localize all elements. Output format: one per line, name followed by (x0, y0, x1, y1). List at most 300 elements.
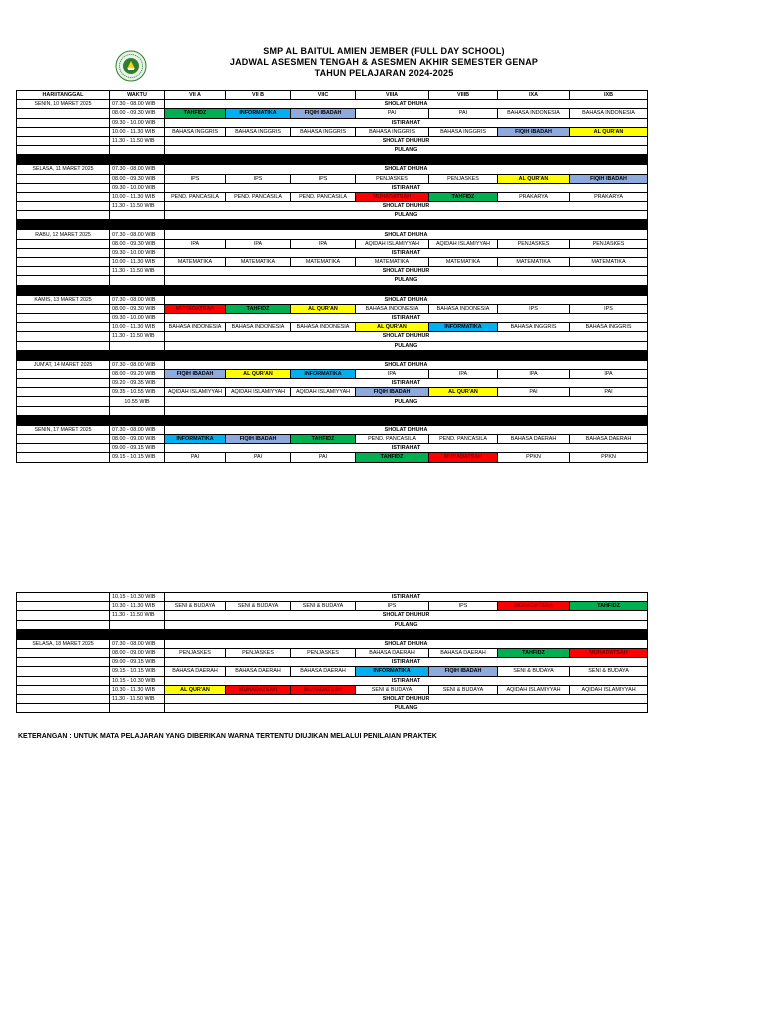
day-cell: KAMIS, 13 MARET 2025 (17, 295, 110, 304)
subject-cell: BAHASA DAERAH (356, 648, 429, 657)
day-cell: SENIN, 10 MARET 2025 (17, 100, 110, 109)
subject-cell: MATEMATIKA (165, 258, 226, 267)
table-row (17, 444, 648, 453)
subject-cell: PENJASKES (498, 239, 570, 248)
table-row (17, 388, 648, 397)
time-cell: 10.15 - 10.30 WIB (110, 676, 165, 685)
time-cell: 11.30 - 11.50 WIB (110, 267, 165, 276)
subject-cell: IPS (291, 174, 356, 183)
time-cell: 11.30 - 11.50 WIB (110, 694, 165, 703)
subject-cell: AL QUR'AN (570, 127, 648, 136)
subject-cell: SENI & BUDAYA (165, 602, 226, 611)
day-cell (17, 192, 110, 201)
day-cell (17, 202, 110, 211)
table-row (17, 267, 648, 276)
subject-cell: FIQIH IBADAH (165, 369, 226, 378)
subject-cell: PENJASKES (165, 648, 226, 657)
time-cell: 09.00 - 09.15 WIB (110, 444, 165, 453)
day-cell (17, 109, 110, 118)
empty-cell (165, 406, 648, 415)
subject-cell: BAHASA INGGRIS (165, 127, 226, 136)
time-cell (110, 620, 165, 629)
subject-cell: BAHASA INGGRIS (291, 127, 356, 136)
subject-cell: IPA (356, 369, 429, 378)
time-cell (110, 704, 165, 713)
subject-cell: PAI (291, 453, 356, 462)
activity-cell: SHOLAT DHUHUR (165, 136, 648, 145)
subject-cell: BAHASA INDONESIA (429, 304, 498, 313)
subject-cell: MATEMATIKA (429, 258, 498, 267)
activity-cell: ISTIRAHAT (165, 593, 648, 602)
separator-bar (17, 220, 648, 230)
time-cell: 07.30 - 08.00 WIB (110, 639, 165, 648)
day-separator (17, 155, 648, 165)
table-row (17, 620, 648, 629)
subject-cell: IPS (498, 304, 570, 313)
day-cell: SELASA, 11 MARET 2025 (17, 165, 110, 174)
subject-cell: MUHADATSAH (165, 304, 226, 313)
table-row (17, 183, 648, 192)
table-row (17, 676, 648, 685)
subject-cell: AQIDAH ISLAMIYYAH (498, 685, 570, 694)
activity-cell: SHOLAT DHUHUR (165, 611, 648, 620)
time-cell: 08.00 - 09.00 WIB (110, 435, 165, 444)
time-cell (110, 406, 165, 415)
subject-cell: PRAKARYA (498, 192, 570, 201)
day-separator (17, 285, 648, 295)
table-row (17, 658, 648, 667)
subject-cell: BAHASA INGGRIS (356, 127, 429, 136)
subject-cell: PAI (570, 388, 648, 397)
table-row (17, 425, 648, 434)
day-cell (17, 704, 110, 713)
subject-cell: PRAKARYA (570, 192, 648, 201)
subject-cell: BAHASA INGGRIS (498, 323, 570, 332)
separator-bar (17, 629, 648, 639)
time-cell: 09.30 - 10.00 WIB (110, 118, 165, 127)
table-row (17, 276, 648, 285)
academic-year: TAHUN PELAJARAN 2024-2025 (314, 68, 454, 78)
day-cell (17, 341, 110, 350)
subject-cell: PENJASKES (291, 648, 356, 657)
activity-cell: ISTIRAHAT (165, 248, 648, 257)
col-header-9b: IXB (570, 91, 648, 100)
time-cell (110, 341, 165, 350)
subject-cell: INFORMATIKA (356, 667, 429, 676)
table-row (17, 109, 648, 118)
table-row (17, 611, 648, 620)
activity-cell: ISTIRAHAT (165, 183, 648, 192)
subject-cell: AL QUR'AN (291, 304, 356, 313)
schedule-table-continued (16, 592, 648, 713)
subject-cell: MUHADATSAH (570, 648, 648, 657)
day-cell (17, 658, 110, 667)
subject-cell: MUHADATSAH (226, 685, 291, 694)
day-cell (17, 611, 110, 620)
subject-cell: BAHASA DAERAH (165, 667, 226, 676)
subject-cell: IPA (165, 239, 226, 248)
subject-cell: MATEMATIKA (226, 258, 291, 267)
day-cell (17, 248, 110, 257)
subject-cell: BAHASA INGGRIS (226, 127, 291, 136)
school-logo-icon (115, 50, 147, 82)
time-cell: 08.00 - 09.30 WIB (110, 239, 165, 248)
day-cell (17, 593, 110, 602)
table-row (17, 258, 648, 267)
time-cell: 09.20 - 09.35 WIB (110, 379, 165, 388)
day-cell (17, 406, 110, 415)
subject-cell: SENI & BUDAYA (570, 667, 648, 676)
subject-cell: BAHASA DAERAH (570, 435, 648, 444)
subject-cell: FIQIH IBADAH (570, 174, 648, 183)
table-row (17, 239, 648, 248)
table-row (17, 435, 648, 444)
day-cell (17, 667, 110, 676)
time-cell: 10.30 - 11.30 WIB (110, 602, 165, 611)
subject-cell: IPS (226, 174, 291, 183)
time-cell (110, 146, 165, 155)
subject-cell: IPS (165, 174, 226, 183)
table-row (17, 248, 648, 257)
time-cell: 08.00 - 09.20 WIB (110, 369, 165, 378)
table-row (17, 295, 648, 304)
subject-cell: AL QUR'AN (165, 685, 226, 694)
day-cell (17, 174, 110, 183)
day-cell: SELASA, 18 MARET 2025 (17, 639, 110, 648)
subject-cell: BAHASA INDONESIA (291, 323, 356, 332)
subject-cell: PAI (429, 109, 498, 118)
subject-cell: SENI & BUDAYA (356, 685, 429, 694)
table-row (17, 127, 648, 136)
subject-cell: IPS (429, 602, 498, 611)
table-row (17, 230, 648, 239)
subject-cell: AL QUR'AN (226, 369, 291, 378)
time-cell: 07.30 - 08.00 WIB (110, 360, 165, 369)
col-header-8a: VIIIA (356, 91, 429, 100)
activity-cell: SHOLAT DHUHA (165, 100, 648, 109)
subject-cell: PPKN (498, 453, 570, 462)
time-cell: 09.15 - 10.15 WIB (110, 453, 165, 462)
subject-cell: INFORMATIKA (429, 323, 498, 332)
subject-cell: TAHFIDZ (291, 435, 356, 444)
subject-cell: FIQIH IBADAH (429, 667, 498, 676)
day-cell (17, 397, 110, 406)
day-separator (17, 350, 648, 360)
subject-cell: AQIDAH ISLAMIYYAH (165, 388, 226, 397)
schedule-title: JADWAL ASESMEN TENGAH & ASESMEN AKHIR SEMESTER GENAP (229, 57, 539, 67)
time-cell: 10.00 - 11.30 WIB (110, 258, 165, 267)
activity-cell: PULANG (165, 211, 648, 220)
table-row (17, 667, 648, 676)
activity-cell: SHOLAT DHUHA (165, 425, 648, 434)
table-row (17, 453, 648, 462)
subject-cell: PPKN (570, 453, 648, 462)
col-header-7a: VII A (165, 91, 226, 100)
table-row (17, 406, 648, 415)
time-cell: 11.30 - 11.50 WIB (110, 332, 165, 341)
subject-cell: PEND. PANCASILA (165, 192, 226, 201)
time-cell: 09.00 - 09.15 WIB (110, 658, 165, 667)
day-cell (17, 313, 110, 322)
table-row (17, 360, 648, 369)
subject-cell: PEND. PANCASILA (291, 192, 356, 201)
col-header-9a: IXA (498, 91, 570, 100)
subject-cell: MUHADATSAH (291, 685, 356, 694)
table-header-row (17, 91, 648, 100)
subject-cell: INFORMATIKA (291, 369, 356, 378)
activity-cell: PULANG (165, 704, 648, 713)
day-cell: RABU, 12 MARET 2025 (17, 230, 110, 239)
subject-cell: IPA (226, 239, 291, 248)
time-cell: 07.30 - 08.00 WIB (110, 165, 165, 174)
subject-cell: AQIDAH ISLAMIYYAH (291, 388, 356, 397)
day-cell (17, 323, 110, 332)
day-cell (17, 127, 110, 136)
subject-cell: MATEMATIKA (291, 258, 356, 267)
time-cell: 11.30 - 11.50 WIB (110, 136, 165, 145)
activity-cell: SHOLAT DHUHA (165, 639, 648, 648)
subject-cell: FIQIH IBADAH (356, 388, 429, 397)
table-row (17, 704, 648, 713)
table-row (17, 369, 648, 378)
table-row (17, 211, 648, 220)
subject-cell: BAHASA INGGRIS (570, 323, 648, 332)
time-cell: 10.15 - 10.30 WIB (110, 593, 165, 602)
subject-cell: BAHASA DAERAH (291, 667, 356, 676)
subject-cell: IPA (429, 369, 498, 378)
day-cell (17, 332, 110, 341)
subject-cell: MUHADATSAH (498, 602, 570, 611)
subject-cell: PEND. PANCASILA (226, 192, 291, 201)
subject-cell: MATEMATIKA (498, 258, 570, 267)
subject-cell: BAHASA DAERAH (498, 435, 570, 444)
day-cell (17, 211, 110, 220)
activity-cell: PULANG (165, 146, 648, 155)
separator-bar (17, 155, 648, 165)
time-cell: 08.00 - 09.30 WIB (110, 109, 165, 118)
subject-cell: PENJASKES (226, 648, 291, 657)
time-cell: 09.35 - 10.55 WIB (110, 388, 165, 397)
time-cell: 09.15 - 10.15 WIB (110, 667, 165, 676)
subject-cell: PENJASKES (356, 174, 429, 183)
activity-cell: ISTIRAHAT (165, 444, 648, 453)
table-row (17, 648, 648, 657)
day-cell: JUM'AT, 14 MARET 2025 (17, 360, 110, 369)
day-separator (17, 629, 648, 639)
table-row (17, 192, 648, 201)
day-cell (17, 685, 110, 694)
table-row (17, 304, 648, 313)
table-row (17, 146, 648, 155)
day-cell (17, 453, 110, 462)
time-cell: 08.00 - 09.00 WIB (110, 648, 165, 657)
subject-cell: TAHFIDZ (570, 602, 648, 611)
separator-bar (17, 350, 648, 360)
time-cell: 08.00 - 09.30 WIB (110, 304, 165, 313)
col-header-time: WAKTU (110, 91, 165, 100)
subject-cell: BAHASA INDONESIA (165, 323, 226, 332)
time-cell: 11.30 - 11.50 WIB (110, 202, 165, 211)
subject-cell: AQIDAH ISLAMIYYAH (356, 239, 429, 248)
activity-cell: SHOLAT DHUHUR (165, 267, 648, 276)
subject-cell: MATEMATIKA (570, 258, 648, 267)
table-row (17, 694, 648, 703)
table-row (17, 136, 648, 145)
subject-cell: INFORMATIKA (226, 109, 291, 118)
activity-cell: PULANG (165, 397, 648, 406)
subject-cell: TAHFIDZ (226, 304, 291, 313)
separator-bar (17, 285, 648, 295)
activity-cell: SHOLAT DHUHUR (165, 202, 648, 211)
subject-cell: INFORMATIKA (165, 435, 226, 444)
subject-cell: IPA (570, 369, 648, 378)
subject-cell: IPS (356, 602, 429, 611)
activity-cell: SHOLAT DHUHA (165, 295, 648, 304)
footnote: KETERANGAN : UNTUK MATA PELAJARAN YANG DIBERIKAN WARNA TERTENTU DIUJIKAN MELALUI PENILAIAN PRAKTEK (18, 733, 437, 740)
time-cell: 07.30 - 08.00 WIB (110, 100, 165, 109)
day-cell (17, 620, 110, 629)
day-cell (17, 136, 110, 145)
table-row (17, 313, 648, 322)
subject-cell: AL QUR'AN (498, 174, 570, 183)
subject-cell: FIQIH IBADAH (498, 127, 570, 136)
table-row (17, 100, 648, 109)
activity-cell: SHOLAT DHUHUR (165, 694, 648, 703)
subject-cell: PENJASKES (570, 239, 648, 248)
day-cell (17, 435, 110, 444)
subject-cell: MATEMATIKA (356, 258, 429, 267)
table-row (17, 174, 648, 183)
day-separator (17, 220, 648, 230)
time-cell (110, 211, 165, 220)
table-row (17, 323, 648, 332)
activity-cell: ISTIRAHAT (165, 379, 648, 388)
subject-cell: BAHASA INDONESIA (570, 109, 648, 118)
activity-cell: ISTIRAHAT (165, 658, 648, 667)
activity-cell: PULANG (165, 341, 648, 350)
col-header-day: HARI/TANGGAL (17, 91, 110, 100)
subject-cell: AQIDAH ISLAMIYYAH (226, 388, 291, 397)
time-cell (110, 276, 165, 285)
subject-cell: PAI (165, 453, 226, 462)
subject-cell: SENI & BUDAYA (226, 602, 291, 611)
subject-cell: PEND. PANCASILA (429, 435, 498, 444)
subject-cell: TAHFIDZ (356, 453, 429, 462)
school-name: SMP AL BAITUL AMIEN JEMBER (FULL DAY SCHOOL) (263, 46, 505, 56)
subject-cell: FIQIH IBADAH (291, 109, 356, 118)
day-cell (17, 648, 110, 657)
activity-cell: ISTIRAHAT (165, 676, 648, 685)
subject-cell: AL QUR'AN (356, 323, 429, 332)
subject-cell: BAHASA INDONESIA (356, 304, 429, 313)
day-cell (17, 444, 110, 453)
col-header-8b: VIIIB (429, 91, 498, 100)
subject-cell: FIQIH IBADAH (226, 435, 291, 444)
subject-cell: AQIDAH ISLAMIYYAH (429, 239, 498, 248)
time-cell: 07.30 - 08.00 WIB (110, 295, 165, 304)
table-row (17, 341, 648, 350)
time-cell: 07.30 - 08.00 WIB (110, 425, 165, 434)
table-row (17, 165, 648, 174)
subject-cell: IPS (570, 304, 648, 313)
col-header-7b: VII B (226, 91, 291, 100)
activity-cell: SHOLAT DHUHA (165, 360, 648, 369)
schedule-table-main (16, 90, 648, 463)
day-cell (17, 379, 110, 388)
activity-cell: SHOLAT DHUHA (165, 230, 648, 239)
time-cell: 09.30 - 10.00 WIB (110, 313, 165, 322)
subject-cell: SENI & BUDAYA (291, 602, 356, 611)
col-header-7c: VIIC (291, 91, 356, 100)
subject-cell: PAI (356, 109, 429, 118)
subject-cell: BAHASA DAERAH (429, 648, 498, 657)
time-cell: 10.00 - 11.30 WIB (110, 323, 165, 332)
day-cell (17, 118, 110, 127)
table-row (17, 202, 648, 211)
day-cell (17, 304, 110, 313)
time-cell: 10.00 - 11.30 WIB (110, 127, 165, 136)
time-cell: 09.30 - 10.00 WIB (110, 248, 165, 257)
subject-cell: PENJASKES (429, 174, 498, 183)
day-cell: SENIN, 17 MARET 2025 (17, 425, 110, 434)
subject-cell: BAHASA INDONESIA (226, 323, 291, 332)
subject-cell: TAHFIDZ (165, 109, 226, 118)
time-cell: 09.30 - 10.00 WIB (110, 183, 165, 192)
subject-cell: BAHASA INGGRIS (429, 127, 498, 136)
day-cell (17, 369, 110, 378)
subject-cell: SENI & BUDAYA (429, 685, 498, 694)
day-cell (17, 239, 110, 248)
time-cell: 10.00 - 11.30 WIB (110, 192, 165, 201)
subject-cell: AL QUR'AN (429, 388, 498, 397)
time-cell: 10.55 WIB (110, 397, 165, 406)
activity-cell: SHOLAT DHUHUR (165, 332, 648, 341)
day-cell (17, 183, 110, 192)
day-cell (17, 676, 110, 685)
table-row (17, 332, 648, 341)
day-cell (17, 276, 110, 285)
subject-cell: TAHFIDZ (498, 648, 570, 657)
activity-cell: ISTIRAHAT (165, 118, 648, 127)
day-cell (17, 258, 110, 267)
subject-cell: PAI (226, 453, 291, 462)
time-cell: 07.30 - 08.00 WIB (110, 230, 165, 239)
day-cell (17, 694, 110, 703)
subject-cell: TAHFIDZ (429, 192, 498, 201)
time-cell: 11.30 - 11.50 WIB (110, 611, 165, 620)
table-row (17, 685, 648, 694)
day-separator (17, 415, 648, 425)
table-row (17, 602, 648, 611)
time-cell: 08.00 - 09.30 WIB (110, 174, 165, 183)
activity-cell: ISTIRAHAT (165, 313, 648, 322)
subject-cell: IPA (498, 369, 570, 378)
activity-cell: PULANG (165, 620, 648, 629)
subject-cell: SENI & BUDAYA (498, 667, 570, 676)
subject-cell: BAHASA DAERAH (226, 667, 291, 676)
table-row (17, 379, 648, 388)
table-row (17, 118, 648, 127)
separator-bar (17, 415, 648, 425)
subject-cell: PAI (498, 388, 570, 397)
time-cell: 10.30 - 11.30 WIB (110, 685, 165, 694)
day-cell (17, 602, 110, 611)
subject-cell: PEND. PANCASILA (356, 435, 429, 444)
day-cell (17, 146, 110, 155)
activity-cell: PULANG (165, 276, 648, 285)
table-row (17, 397, 648, 406)
subject-cell: MUHADATSAH (356, 192, 429, 201)
